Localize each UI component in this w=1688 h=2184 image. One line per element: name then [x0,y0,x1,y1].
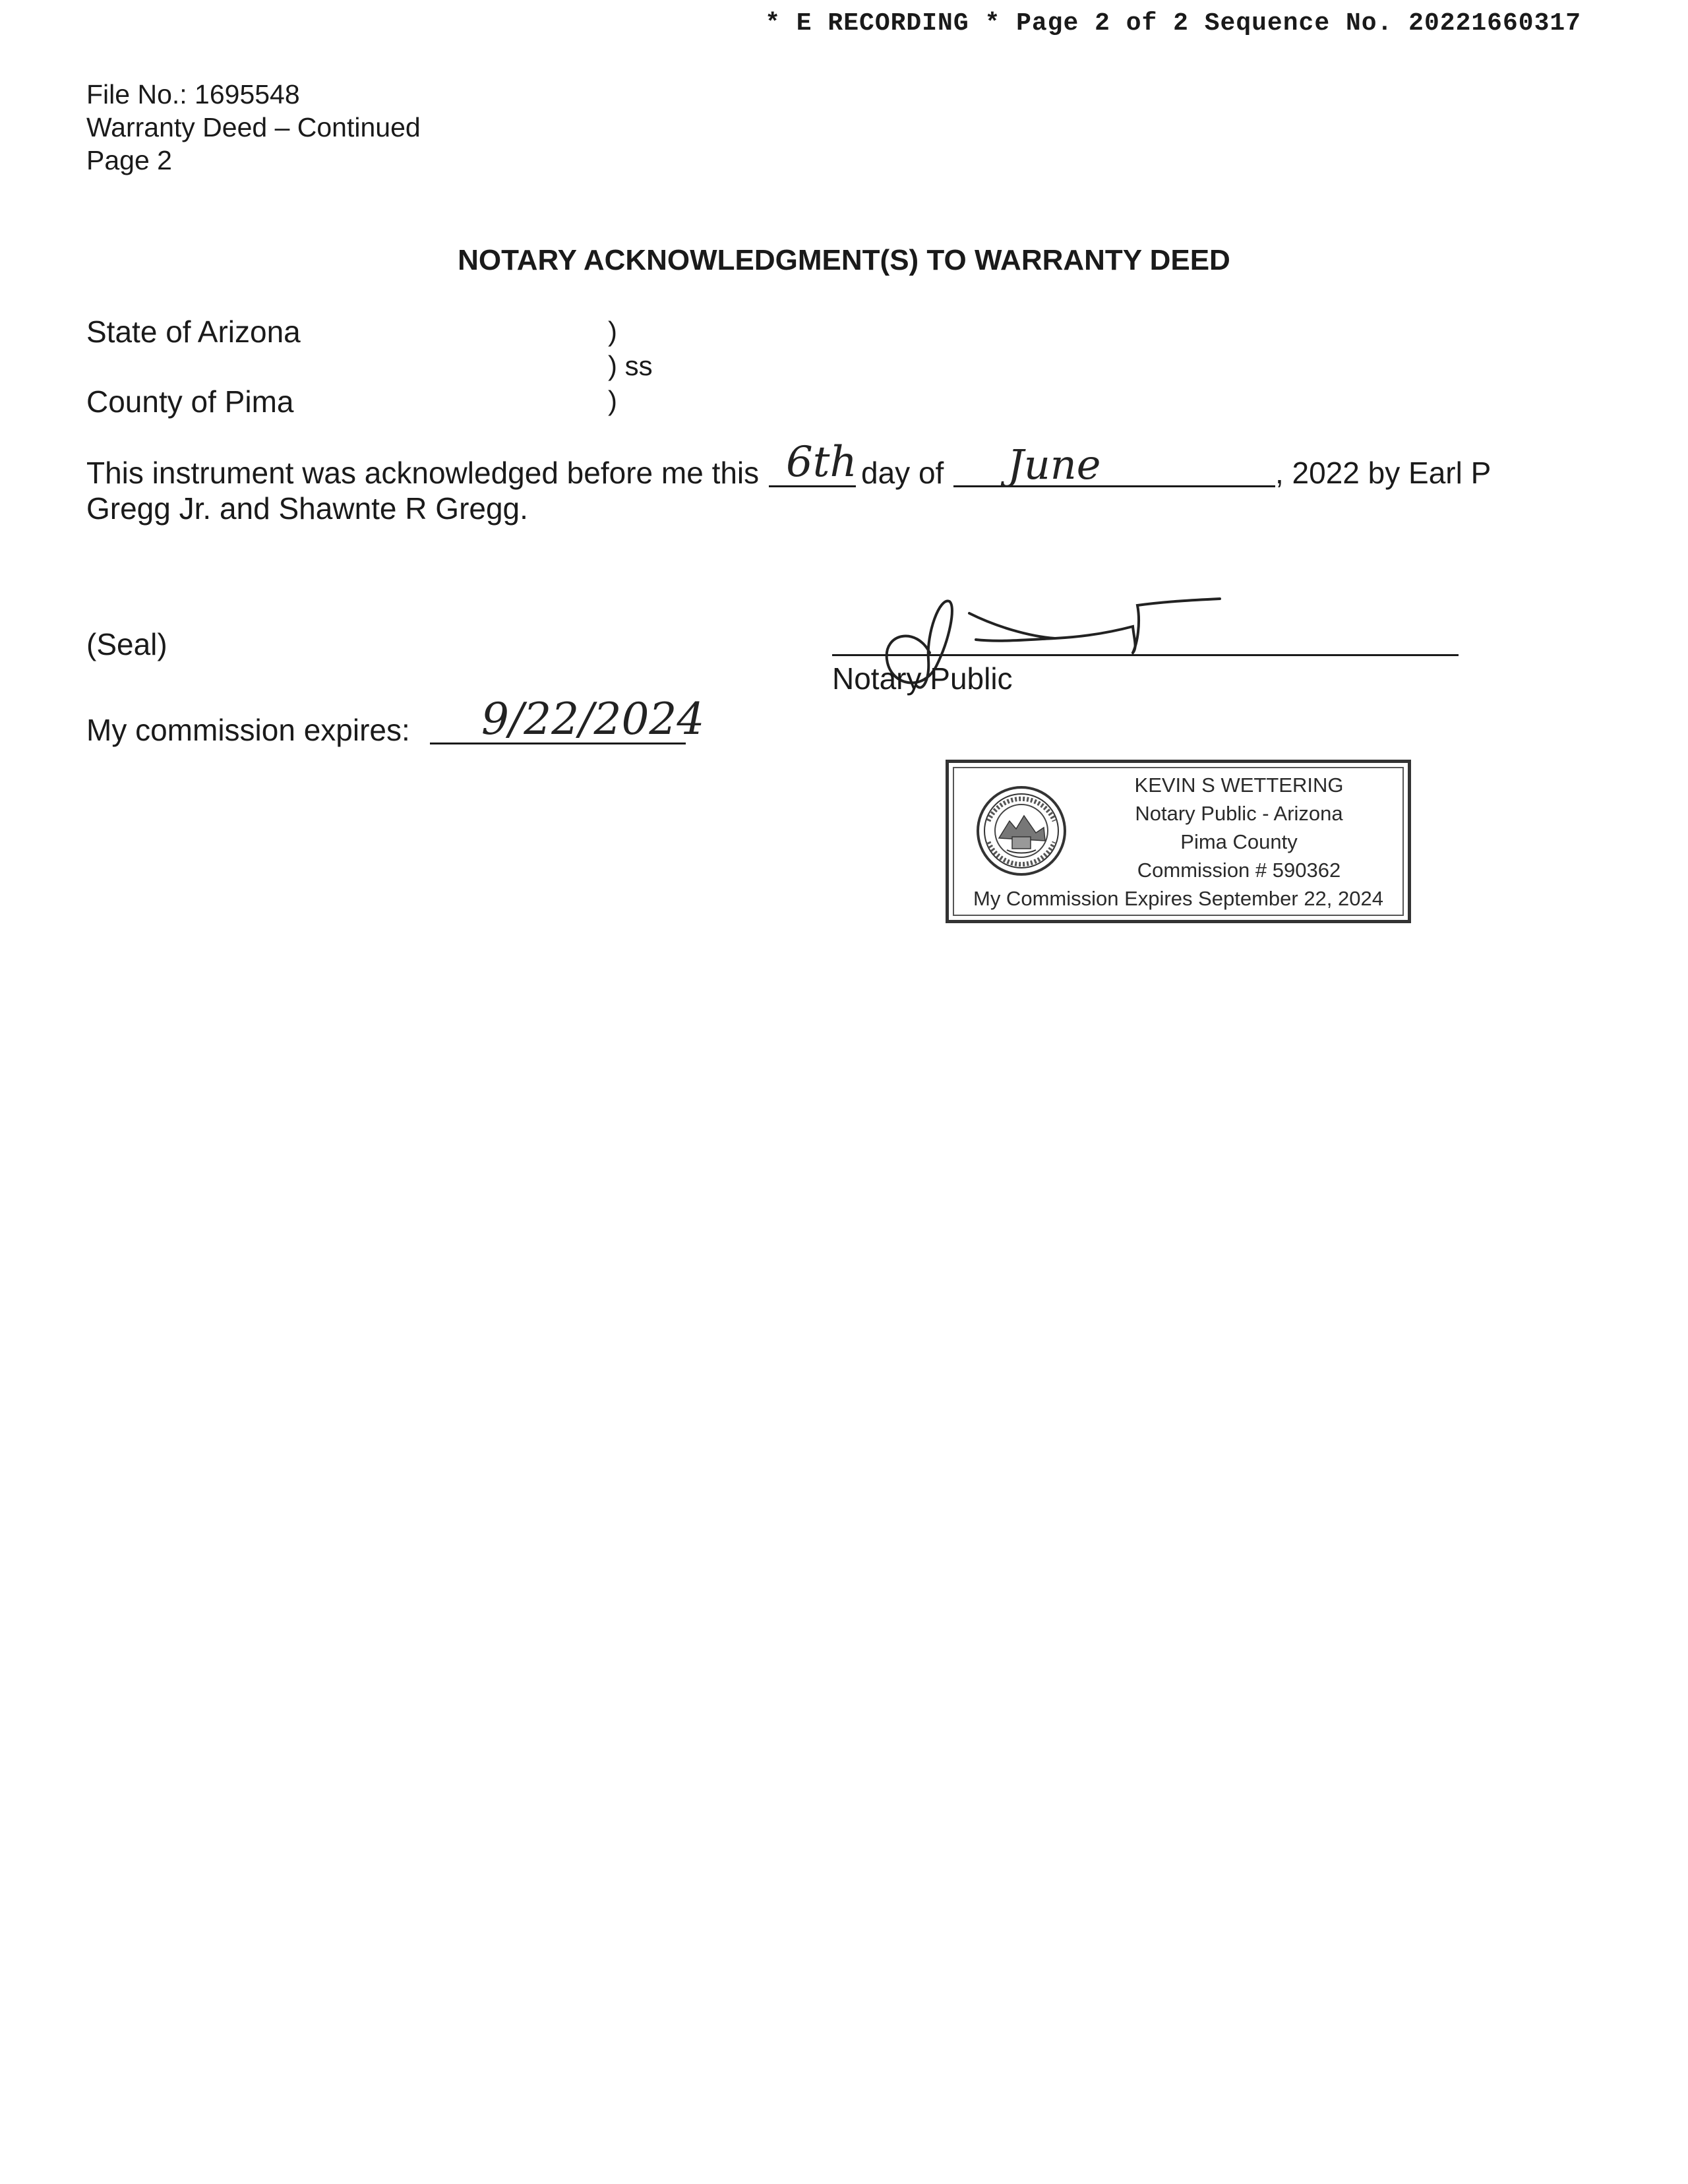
ack-text-part3: , 2022 by Earl P [1275,456,1492,490]
commission-handwritten: 9/22/2024 [481,694,705,744]
venue-state: State of Arizona [86,315,301,349]
stamp-commission-number: Commission # 590362 [1137,859,1341,882]
ack-text-part2: day of [861,456,944,490]
stamp-notary-title: Notary Public - Arizona [1135,802,1343,825]
ack-text-line2: Gregg Jr. and Shawnte R Gregg. [86,491,528,526]
notary-public-label: Notary Public [832,661,1013,696]
recording-header: * E RECORDING * Page 2 of 2 Sequence No. 20221660317 [765,9,1581,38]
venue-paren-top: ) [608,316,617,347]
stamp-commission-expires: My Commission Expires September 22, 2024 [973,887,1383,910]
file-number: File No.: 1695548 [86,79,300,109]
day-handwritten: 6th [786,438,857,487]
page-title: NOTARY ACKNOWLEDGMENT(S) TO WARRANTY DEED [458,244,1230,276]
notary-stamp [946,760,1411,923]
commission-label: My commission expires: [86,713,410,747]
ack-text-part1: This instrument was acknowledged before me this [86,456,760,490]
document-title: Warranty Deed – Continued [86,112,421,142]
month-handwritten: June [1008,440,1101,489]
venue-paren-bottom: ) [608,385,617,416]
stamp-notary-name: KEVIN S WETTERING [1134,774,1344,797]
venue-county: County of Pima [86,384,294,419]
stamp-county: Pima County [1180,830,1298,853]
venue-ss: ) ss [608,350,653,381]
seal-label: (Seal) [86,627,167,661]
arizona-state-seal-icon [975,781,1068,880]
file-info-block [86,78,421,177]
page-number: Page 2 [86,145,172,175]
month-blank-line [953,485,1275,487]
